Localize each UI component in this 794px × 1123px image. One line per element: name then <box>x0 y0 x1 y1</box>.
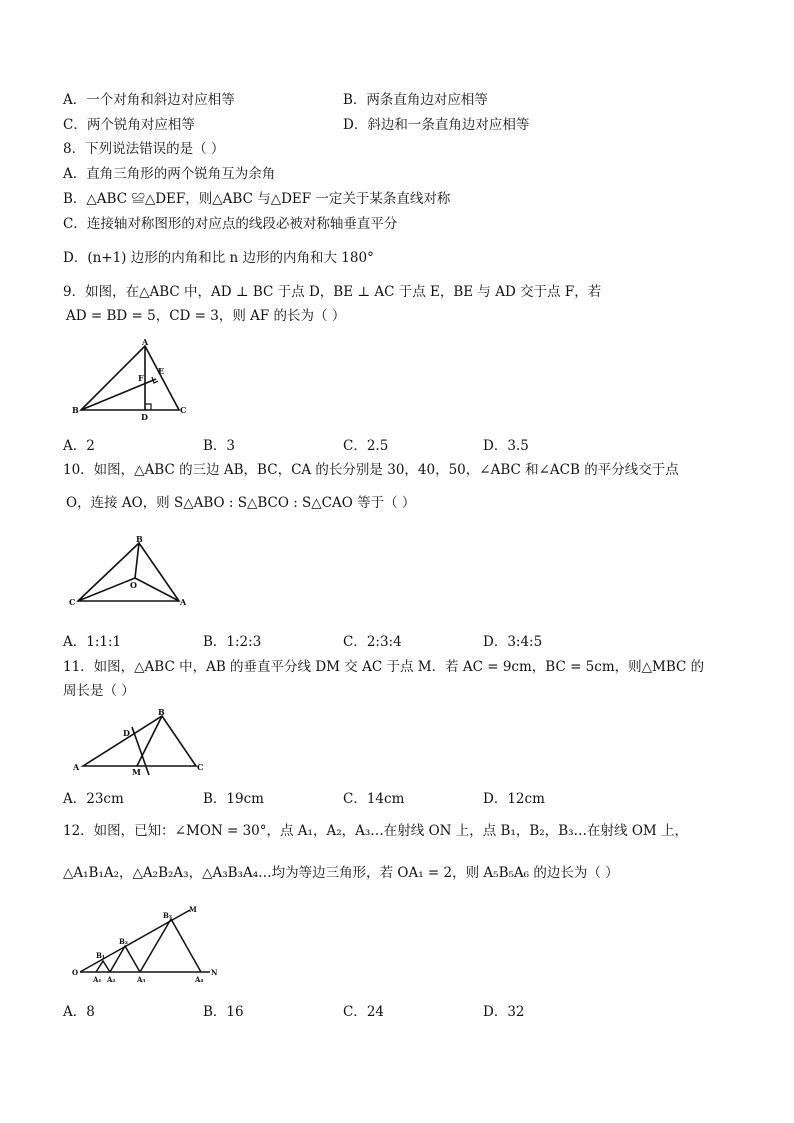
q8-option-b: B．△ABC ≌△DEF，则△ABC 与△DEF 一定关于某条直线对称 <box>63 191 451 207</box>
q8-option-a: A．直角三角形的两个锐角互为余角 <box>63 166 276 182</box>
q11-figure <box>70 707 210 779</box>
q11-option-d: D．12cm <box>483 791 545 807</box>
q8-option-d: D．(n+1) 边形的内角和比 n 边形的内角和大 180° <box>63 250 374 266</box>
q10-label-b: B <box>136 536 143 544</box>
q9-label-c: C <box>180 405 187 415</box>
q10-option-d: D．3:4:5 <box>483 634 543 650</box>
q10-label-a: A <box>180 597 187 607</box>
q12-label-a2: A₂ <box>107 975 116 984</box>
q10-figure <box>66 536 192 608</box>
q10-segment-ao <box>135 578 179 601</box>
q12-stem-line1: 12．如图，已知：∠MON = 30°，点 A₁，A₂，A₃…在射线 ON 上，点 B₁，B₂，B₃…在射线 OM 上， <box>63 823 689 839</box>
q10-option-a: A．1:1:1 <box>63 634 122 650</box>
q10-segment-bo <box>135 543 139 578</box>
q12-label-a3: A₃ <box>137 975 146 984</box>
q11-stem-line1: 11．如图，△ABC 中，AB 的垂直平分线 DM 交 AC 于点 M．若 AC = 9cm，BC = 5cm，则△MBC 的 <box>63 659 705 675</box>
q12-label-n: N <box>211 968 218 977</box>
q9-label-d: D <box>141 412 148 422</box>
q12-option-a: A．8 <box>63 1004 95 1020</box>
q10-label-c: C <box>69 597 76 607</box>
q9-label-b: B <box>72 405 79 415</box>
q9-label-e: E <box>158 366 165 376</box>
q11-label-b: B <box>158 707 165 717</box>
q9-option-a: A．2 <box>63 438 95 454</box>
q9-label-a: A <box>142 338 149 347</box>
q11-triangle-abc <box>83 716 196 766</box>
q12-label-o: O <box>72 968 79 977</box>
q11-stem-line2: 周长是（ ） <box>63 683 135 699</box>
q11-option-a: A．23cm <box>63 791 124 807</box>
q10-option-b: B．1:2:3 <box>203 634 262 650</box>
q9-label-f: F <box>138 373 144 383</box>
q11-label-c: C <box>197 762 204 772</box>
q9-stem-line1: 9．如图，在△ABC 中，AD ⊥ BC 于点 D，BE ⊥ AC 于点 E，BE 与 AD 交于点 F，若 <box>63 284 602 300</box>
q11-label-a: A <box>73 762 80 772</box>
q9-triangle-abc <box>81 346 179 410</box>
q7-option-a: A．一个对角和斜边对应相等 <box>63 92 235 108</box>
q9-right-angle-d <box>145 404 151 410</box>
q12-stem-line2: △A₁B₁A₂，△A₂B₂A₃，△A₃B₃A₄…均为等边三角形，若 OA₁ = 2，则 A₅B₅A₆ 的边长为（ ） <box>63 865 619 881</box>
q10-option-c: C．2:3:4 <box>343 634 402 650</box>
q9-option-c: C．2.5 <box>343 438 389 454</box>
q12-label-b2: B₂ <box>119 937 128 946</box>
q10-stem-line2: O，连接 AO，则 S△ABO : S△BCO : S△CAO 等于（ ） <box>66 495 416 511</box>
q12-triangle-a2b2a3 <box>110 946 140 972</box>
q12-label-b1: B₁ <box>96 951 105 960</box>
q12-label-b3: B₃ <box>163 911 172 920</box>
q11-option-b: B．19cm <box>203 791 264 807</box>
q8-stem: 8．下列说法错误的是（ ） <box>63 141 225 157</box>
q7-option-b: B．两条直角边对应相等 <box>343 92 488 108</box>
q12-figure <box>66 900 226 990</box>
q10-segment-co <box>78 578 135 601</box>
q11-option-c: C．14cm <box>343 791 405 807</box>
q10-label-o: O <box>130 580 137 590</box>
q12-label-m: M <box>189 905 197 914</box>
q12-triangle-a3b3a4 <box>140 919 201 972</box>
q8-option-c: C．连接轴对称图形的对应点的线段必被对称轴垂直平分 <box>63 216 398 232</box>
q7-option-d: D．斜边和一条直角边对应相等 <box>343 117 530 133</box>
q9-stem-line2: AD = BD = 5，CD = 3，则 AF 的长为（ ） <box>66 308 346 324</box>
q11-label-d: D <box>123 728 130 738</box>
q9-option-d: D．3.5 <box>483 438 529 454</box>
q12-option-c: C．24 <box>343 1004 385 1020</box>
q9-option-b: B．3 <box>203 438 236 454</box>
q12-label-a1: A₁ <box>93 975 102 984</box>
q11-label-m: M <box>132 767 141 777</box>
q12-option-d: D．32 <box>483 1004 525 1020</box>
q12-label-a4: A₄ <box>195 975 204 984</box>
q7-option-c: C．两个锐角对应相等 <box>63 117 195 133</box>
q10-stem-line1: 10．如图，△ABC 的三边 AB，BC，CA 的长分别是 30，40，50，∠ABC 和∠ACB 的平分线交于点 <box>63 462 679 478</box>
q12-option-b: B．16 <box>203 1004 244 1020</box>
q9-figure <box>68 338 192 422</box>
